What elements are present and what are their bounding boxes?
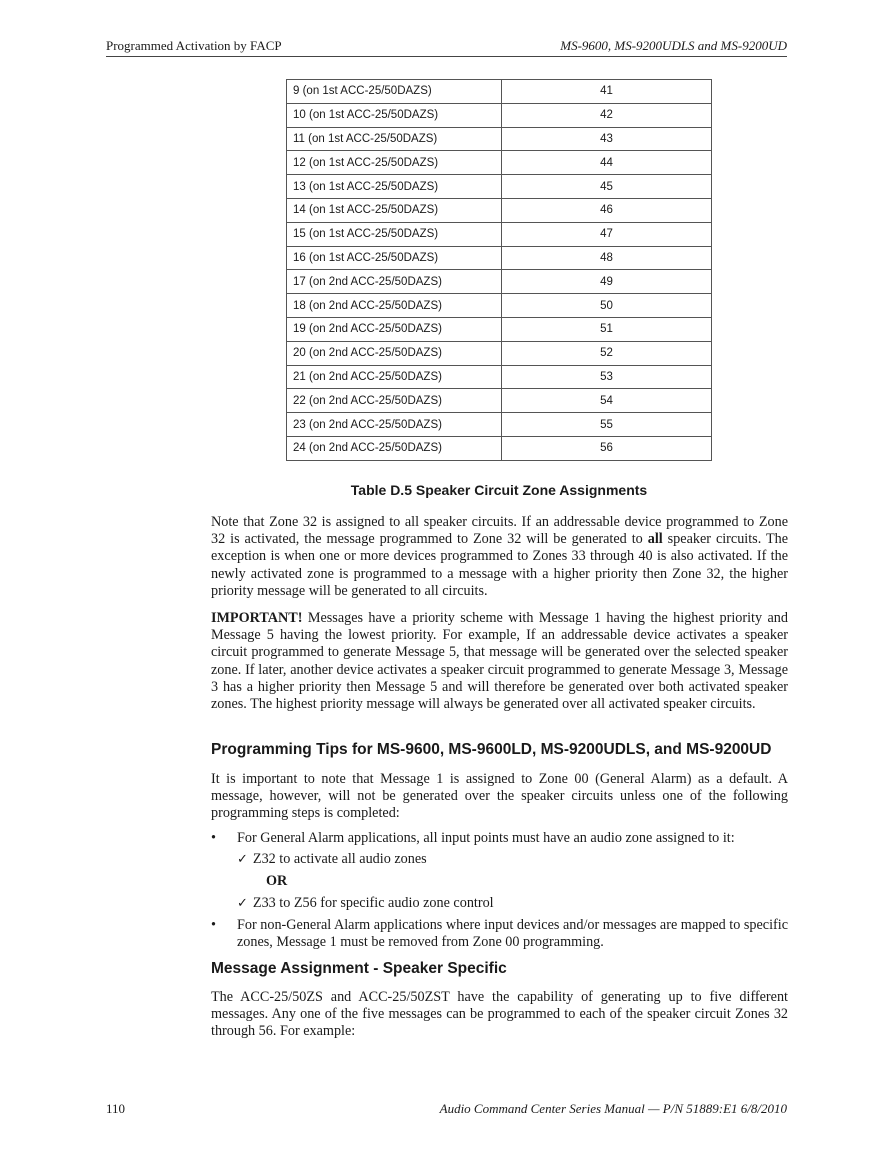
bullet-non-general-alarm (211, 917, 788, 951)
table-row (287, 413, 712, 437)
zone-cell: 42 (502, 103, 712, 127)
header-product-title: MS-9600, MS-9200UDLS and MS-9200UD (560, 38, 787, 53)
table-row (287, 246, 712, 270)
table-row (287, 341, 712, 365)
bullet-general-alarm (211, 830, 788, 847)
programming-tips-heading: Programming Tips for MS-9600, MS-9600LD, MS-9200UDLS, and MS-9200UD (211, 741, 772, 758)
speaker-circuit-cell: 14 (on 1st ACC-25/50DAZS) (287, 198, 502, 222)
zone-cell: 55 (502, 413, 712, 437)
zone-cell: 44 (502, 151, 712, 175)
check-item-z32 (237, 851, 427, 868)
bullet-non-general-alarm-text: For non-General Alarm applications where input devices and/or messages are mapped to specific zones, Message 1 must be removed from Zone 00 programming. (237, 917, 788, 951)
programming-tips-text: It is important to note that Message 1 is assigned to Zone 00 (General Alarm) as a default. A message, however, will not be generated over the speaker circuits unless one of the following programming steps is completed: (211, 771, 788, 822)
message-assignment-heading: Message Assignment - Speaker Specific (211, 960, 507, 977)
zone-cell: 53 (502, 365, 712, 389)
speaker-circuit-cell: 19 (on 2nd ACC-25/50DAZS) (287, 317, 502, 341)
or-label: OR (266, 873, 288, 889)
bullet-icon: • (211, 830, 216, 846)
speaker-circuit-cell: 20 (on 2nd ACC-25/50DAZS) (287, 341, 502, 365)
speaker-circuit-cell: 12 (on 1st ACC-25/50DAZS) (287, 151, 502, 175)
bullet-icon: • (211, 917, 216, 933)
zone-cell: 43 (502, 127, 712, 151)
speaker-circuit-cell: 16 (on 1st ACC-25/50DAZS) (287, 246, 502, 270)
speaker-circuit-cell: 11 (on 1st ACC-25/50DAZS) (287, 127, 502, 151)
table-row (287, 222, 712, 246)
zone-cell: 49 (502, 270, 712, 294)
checkmark-icon: ✓ (237, 896, 248, 911)
table-row (287, 103, 712, 127)
para1-text-a: Note that Zone 32 is assigned to all speaker circuits. If an addressable device programmed to Zone 32 is activated, the message programmed to Zone 32 will be generated to (211, 514, 788, 548)
programming-tips-paragraph (211, 771, 788, 823)
footer-manual-title: Audio Command Center Series Manual — P/N 51889:E1 6/8/2010 (439, 1101, 787, 1116)
para1-text-b: speaker circuits. The exception is when one or more devices programmed to Zones 33 through 40 is also activated. If the newly activated zone is programmed to a message with a higher priority then Zone 32, the higher priority message will be generated to all circuits. (211, 531, 788, 599)
zone-cell: 41 (502, 80, 712, 104)
header-section-title: Programmed Activation by FACP (106, 38, 282, 53)
speaker-circuit-cell: 15 (on 1st ACC-25/50DAZS) (287, 222, 502, 246)
check-item-z32-text: Z32 to activate all audio zones (252, 851, 427, 867)
zone-cell: 45 (502, 175, 712, 199)
zone-cell: 56 (502, 436, 712, 460)
zone-table-body (287, 80, 712, 461)
zone-cell: 48 (502, 246, 712, 270)
important-paragraph (211, 610, 788, 713)
table-row (287, 317, 712, 341)
speaker-circuit-cell: 22 (on 2nd ACC-25/50DAZS) (287, 389, 502, 413)
table-row (287, 175, 712, 199)
zone32-note-paragraph (211, 514, 788, 600)
message-assignment-text: The ACC-25/50ZS and ACC-25/50ZST have the capability of generating up to five different messages. Any one of the five messages can be programmed to each of the speaker circuit Zones 32 through 56. For example: (211, 989, 788, 1040)
zone-cell: 46 (502, 198, 712, 222)
table-row (287, 389, 712, 413)
table-row (287, 151, 712, 175)
zone-cell: 51 (502, 317, 712, 341)
important-label: IMPORTANT! (211, 610, 303, 626)
zone-cell: 50 (502, 294, 712, 318)
zone-cell: 47 (502, 222, 712, 246)
speaker-circuit-cell: 23 (on 2nd ACC-25/50DAZS) (287, 413, 502, 437)
bullet-general-alarm-text: For General Alarm applications, all input points must have an audio zone assigned to it: (237, 830, 735, 846)
speaker-circuit-cell: 17 (on 2nd ACC-25/50DAZS) (287, 270, 502, 294)
table-row (287, 270, 712, 294)
table-row (287, 80, 712, 104)
check-item-z33-z56 (237, 895, 494, 912)
checkmark-icon: ✓ (237, 852, 248, 867)
table-row (287, 436, 712, 460)
table-row (287, 198, 712, 222)
speaker-circuit-cell: 10 (on 1st ACC-25/50DAZS) (287, 103, 502, 127)
speaker-circuit-cell: 13 (on 1st ACC-25/50DAZS) (287, 175, 502, 199)
check-item-z33-z56-text: Z33 to Z56 for specific audio zone control (252, 895, 494, 911)
table-row (287, 294, 712, 318)
important-text: Messages have a priority scheme with Message 1 having the highest priority and Message 5 having the lowest priority. For example, If an addressable device activates a speaker circuit programmed to generate Message 5, that message will be generated over the selected speaker zone. If later, another device activates a speaker circuit programmed to generate Message 3, Message 3 has a higher priority then Message 5 and will therefore be generated over both activated speaker zones. The highest priority message will always be generated over all activated speaker circuits. (211, 610, 788, 713)
table-row (287, 127, 712, 151)
zone-cell: 54 (502, 389, 712, 413)
para1-bold-all: all (647, 531, 663, 548)
header-rule (106, 56, 787, 57)
zone-cell: 52 (502, 341, 712, 365)
footer-page-number: 110 (106, 1101, 126, 1116)
speaker-circuit-cell: 21 (on 2nd ACC-25/50DAZS) (287, 365, 502, 389)
message-assignment-paragraph (211, 989, 788, 1041)
speaker-circuit-cell: 9 (on 1st ACC-25/50DAZS) (287, 80, 502, 104)
table-caption: Table D.5 Speaker Circuit Zone Assignments (350, 482, 648, 498)
speaker-circuit-cell: 24 (on 2nd ACC-25/50DAZS) (287, 436, 502, 460)
speaker-circuit-cell: 18 (on 2nd ACC-25/50DAZS) (287, 294, 502, 318)
table-row (287, 365, 712, 389)
zone-assignment-table (286, 79, 712, 461)
